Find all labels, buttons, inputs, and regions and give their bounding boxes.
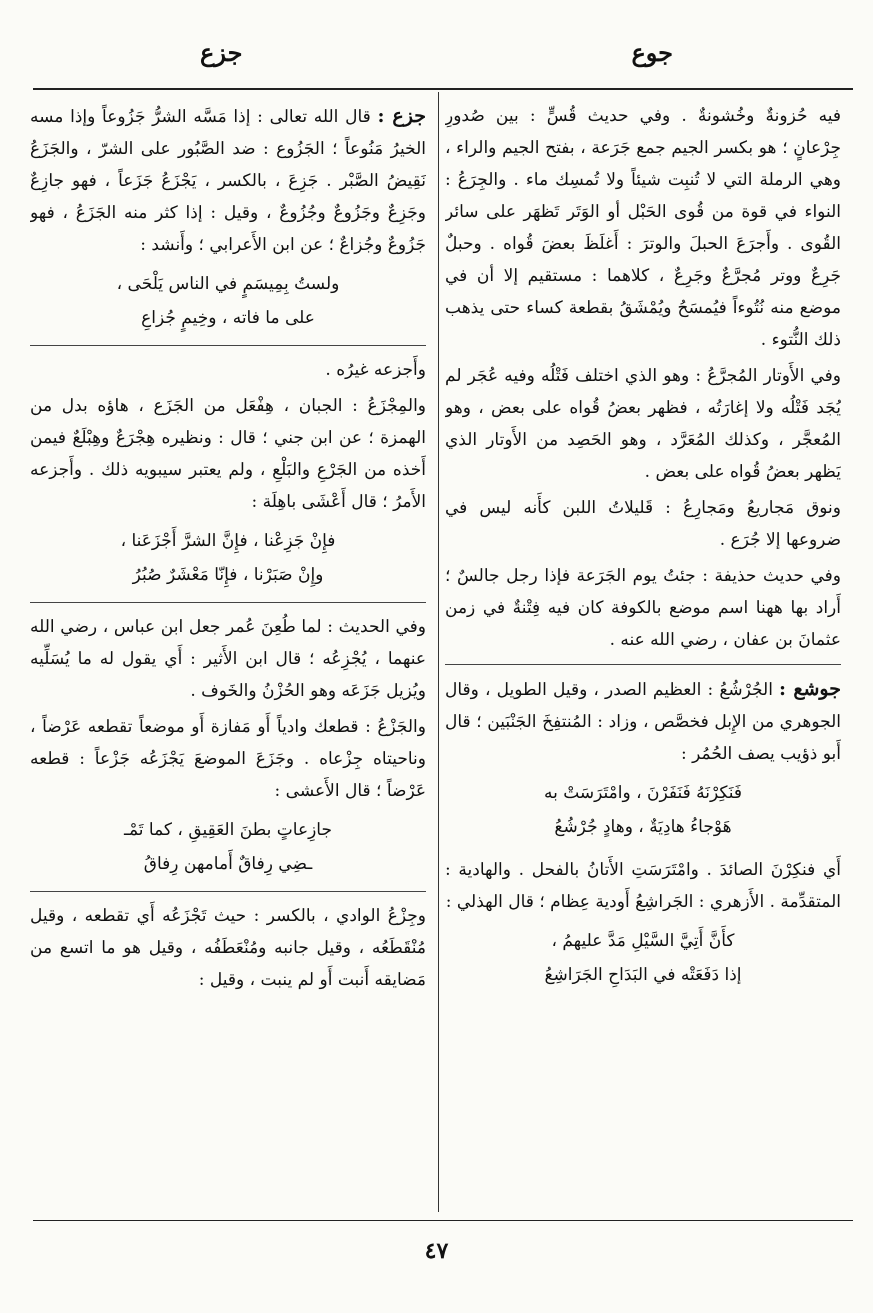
paragraph: ونوق مَجاريعُ ومَجارِعُ : قَليلاتُ اللبن كأَنه ليس في ضروعها إلا جُرَع .: [445, 498, 841, 550]
verse-line: على ما فاته ، وخِيمٍ جُزاعِ: [141, 308, 315, 328]
paragraph: والجَزْعُ : قطعك وادياً أَو مَفازة أَو موضعاً تقطعه عَرْضاً ، وناحيتاه جِزْعاه . وجَزَعَ الموضعَ يَجْزَعُه جَزْعاً : قطعه عَرْضاً ؛ قال الأَعشى :: [30, 717, 426, 801]
verse: [445, 924, 841, 992]
paragraph: والمِجْزَعُ : الجبان ، هِفْعَل من الجَزَع ، هاؤه بدل من الهمزة ؛ عن ابن جني ؛ قال : ونظيره هِجْرَعٌ وهِبْلَعٌ فيمن أَخذه من الجَرْعِ والبَلْعِ ، ولم يعتبر سيبويه ذلك . وأَجزعه الأَمرُ ؛ قال أَعْشَى باهِلَة :: [30, 396, 426, 512]
verse-separator: [30, 891, 426, 892]
verse: [30, 267, 426, 335]
page-number: ٤٧: [424, 1238, 449, 1264]
entry-jurshu: [445, 673, 841, 770]
entry-text: قال الله تعالى : إذا مَسَّه الشرُّ جَزُوعاً وإذا مسه الخيرُ مَنُوعاً ؛ الجَزُوع : ضد الصَّبُور على الشرّ ، والجَزَعُ نَقِيضُ الصَّبْر . جَزِعَ ، بالكسر ، يَجْزَعُ جَزَعاً ، فهو جازِعٌ وجَزِعٌ وجَزُوعٌ وجُزُوعٌ ، وقيل : إذا كثر منه الجَزَعُ ، فهو جَزُوعٌ وجُزاعٌ ؛ عن ابن الأَعرابي ؛ وأَنشد :: [30, 107, 426, 255]
verse-line: وإِنْ صَبَرْنا ، فإِنّا مَعْشَرٌ صُبُرُ: [132, 565, 324, 585]
paragraph: وفي حديث حذيفة : جئتُ يوم الجَرَعة فإذا رجل جالسٌ ؛ أَراد بها ههنا اسم موضع بالكوفة كان فيه فِتْنةٌ في زمن عثمانَ بن عفان ، رضي الله عنه .: [445, 566, 841, 650]
running-head-right: جوع: [631, 38, 673, 67]
footer-rule: [33, 1220, 853, 1221]
verse-line: هَوْجاءُ هادِيَةٌ ، وهادٍ جُرْشُعُ: [554, 817, 732, 837]
verse-line: ـضِي رِفاقٌ أَمامهن رِفاقُ: [143, 854, 313, 874]
paragraph: وفي الأَوتار المُجرَّعُ : وهو الذي اختلف فَتْلُه وفيه عُجَر لم يُجَد فَتْلُه ولا إغارَتُه ، فظهر بعضُ قُواه على بعض ، وهو المُعجَّر ، وكذلك المُعَرَّد ، وهو الحَصِد من الأَوتار الذي يَظهر بعضُ قُواه على بعض .: [445, 366, 841, 482]
paragraph: وفي الحديث : لما طُعِنَ عُمر جعل ابن عباس ، رضي الله عنهما ، يُجْزِعُه ؛ قال ابن الأَثير : أَي يقول له ما يُسَلِّيه ويُزيل جَزَعَه وهو الحُزْنُ والخَوف .: [30, 617, 426, 701]
paragraph: وجِزْعُ الوادي ، بالكسر : حيث تَجْزَعُه أَي تقطعه ، وقيل مُنْقَطَعُه ، وقيل جانبه ومُنْعَطَفُه ، وقيل هو ما اتسع من مَضايقه أَنبت أَو لم ينبت ، وقيل :: [30, 906, 426, 990]
running-head-left: جزع: [200, 38, 243, 67]
headword: جزع :: [377, 105, 426, 127]
entry-jaza: [30, 100, 426, 261]
verse-separator: [30, 602, 426, 603]
header-rule: [33, 88, 853, 90]
verse-line: ولستُ بِمِيسَمٍ في الناس يَلْحَى ،: [116, 274, 340, 294]
left-column: [30, 100, 426, 1215]
verse: [30, 524, 426, 592]
verse-line: كأَنَّ أَتِيَّ السَّيْلِ مَدَّ عليهمُ ،: [551, 931, 735, 951]
verse-line: فَنَكِرْنَهُ فَنَفَرْنَ ، وامْتَرَسَتْ به: [543, 783, 743, 803]
paragraph: أَي فنكِرْنَ الصائدَ . وامْتَرَسَتِ الأَتانُ بالفحل . والهادية : المتقدِّمة . الأَزهري : الجَراشِعُ أَودية عِظام ؛ قال الهذلي :: [445, 860, 841, 912]
paragraph: فيه حُزونةٌ وخُشونةٌ . وفي حديث قُسٍّ : بين صُدورِ جِرْعانٍ ؛ هو بكسر الجيم جمع جَرَعة ، بفتح الجيم والراء ، وهي الرملة التي لا تُنبِت شيئاً ولا تُمسِك ماء . والجِرَعُ : النواء في قوة من قُوى الحَبْل أو الوَتَر تَظهَر على سائر القُوى . وأَجرَعَ الحبلَ والوترَ : أَغلَظَ بعضَ قُواه . وحبلٌ جَرِعٌ ووتر مُجرَّعٌ وجَرِعٌ ، كلاهما : مستقيم إلا أن في موضع منه نُتُوءاً فيُمسَحُ ويُمْشَقُ بقطعة كساء حتى يذهب ذلك النُّتوء .: [445, 106, 841, 350]
column-divider: [438, 92, 439, 1212]
right-column: [445, 100, 841, 1215]
verse-line: فإِنْ جَزِعْنا ، فإِنَّ الشرَّ أَجْزَعَنا ،: [120, 531, 336, 551]
verse-line: جازِعاتٍ بطنَ العَقِيقِ ، كما تَمْـ: [123, 820, 332, 840]
verse-line: إذا دَفَعَتْه في البَدَاحِ الجَرَاشِعُ: [544, 965, 742, 985]
entry-separator: [445, 664, 841, 665]
verse-separator: [30, 345, 426, 346]
verse: [30, 813, 426, 881]
verse: [445, 776, 841, 844]
entry-text: الجُرْشُعُ : العظيم الصدر ، وقيل الطويل ، وقال الجوهري من الإِبل فخصَّص ، وزاد : المُنتفِخَ الجَنْبَين ؛ قال أَبو ذؤيب يصف الحُمُر :: [445, 680, 841, 764]
headword: جوشع :: [779, 678, 841, 700]
paragraph: وأَجزعه غيرُه .: [325, 360, 426, 380]
